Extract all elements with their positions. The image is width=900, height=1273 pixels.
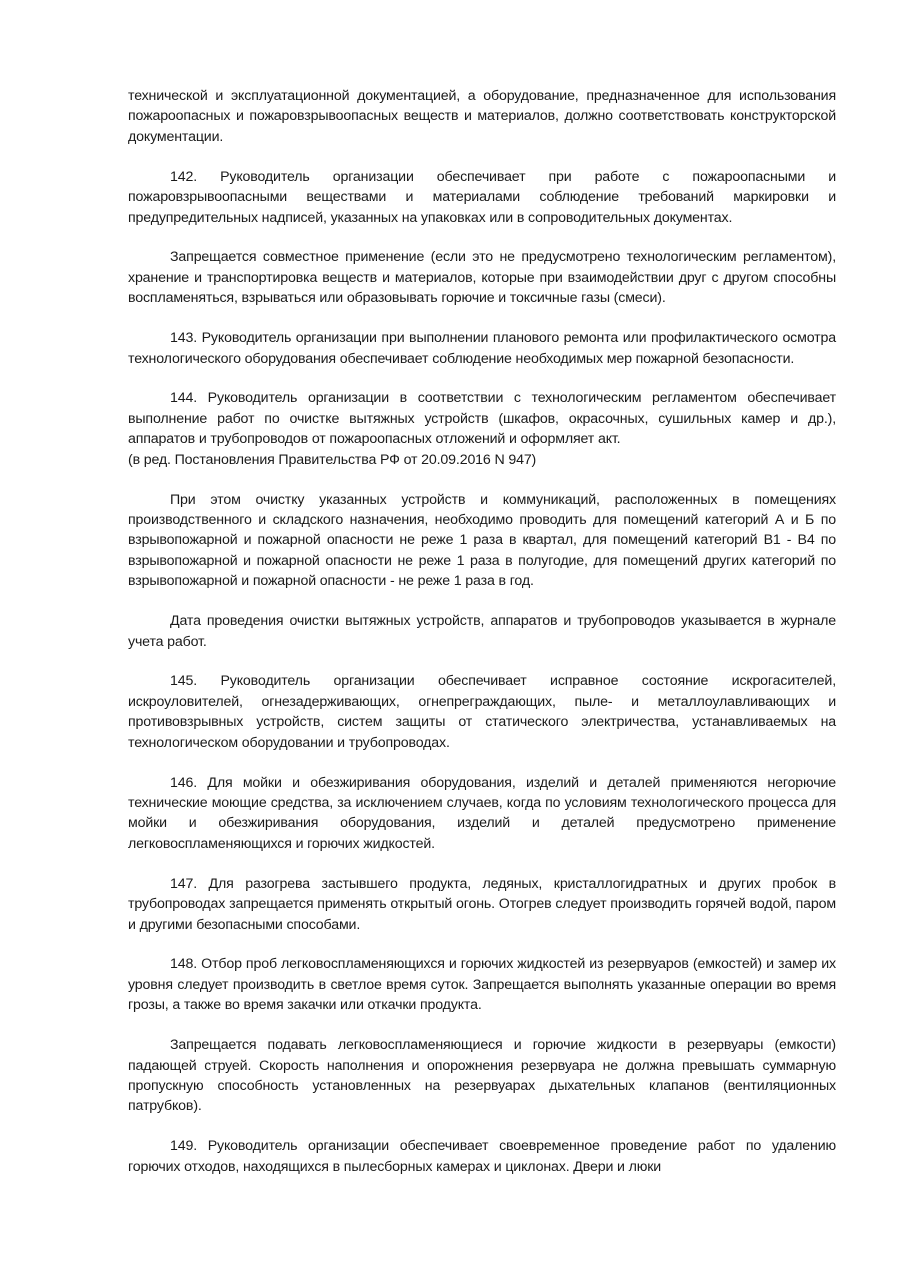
document-page bbox=[128, 86, 836, 1197]
paragraph-142-prohibition: Запрещается совместное применение (если это не предусмотрено технологическим регламентом), хранение и транспортировка веществ и материалов, которые при взаимодействии друг с другом способны воспламеняться, взрываться или образовывать горючие и токсичные газы (смеси). bbox=[128, 249, 836, 307]
paragraph-142: 142. Руководитель организации обеспечивает при работе с пожароопасными и пожаровзрывоопасными веществами и материалами соблюдение требований маркировки и предупредительных надписей, указанных на упаковках или в сопроводительных документах. bbox=[128, 168, 836, 226]
paragraph-144: 144. Руководитель организации в соответствии с технологическим регламентом обеспечивает выполнение работ по очистке вытяжных устройств (шкафов, окрасочных, сушильных камер и др.), аппаратов и трубопроводов от пожароопасных отложений и оформляет акт. bbox=[128, 390, 836, 448]
amendment-note-144: (в ред. Постановления Правительства РФ от 20.09.2016 N 947) bbox=[128, 451, 537, 468]
paragraph-149: 149. Руководитель организации обеспечивает своевременное проведение работ по удалению горючих отходов, находящихся в пылесборных камерах и циклонах. Двери и люки bbox=[128, 1138, 836, 1175]
paragraph-144-cleaning-frequency: При этом очистку указанных устройств и коммуникаций, расположенных в помещениях производственного и складского назначения, необходимо проводить для помещений категорий А и Б по взрывопожарной и пожарной опасности не реже 1 раза в квартал, для помещений категорий В1 - В4 по взрывопожарной и пожарной опасности не реже 1 раза в полугодие, для помещений других категорий по взрывопожарной и пожарной опасности - не реже 1 раза в год. bbox=[128, 491, 836, 590]
paragraph-147: 147. Для разогрева застывшего продукта, ледяных, кристаллогидратных и других пробок в трубопроводах запрещается применять открытый огонь. Отогрев следует производить горячей водой, паром и другими безопасными способами. bbox=[128, 875, 836, 933]
paragraph-146: 146. Для мойки и обезжиривания оборудования, изделий и деталей применяются негорючие технические моющие средства, за исключением случаев, когда по условиям технологического процесса для мойки и обезжиривания оборудования, изделий и деталей предусмотрено применение легковоспламеняющихся и горючих жидкостей. bbox=[128, 774, 836, 852]
paragraph-141-continuation: технической и эксплуатационной документацией, а оборудование, предназначенное для использования пожароопасных и пожаровзрывоопасных веществ и материалов, должно соответствовать конструкторской документации. bbox=[128, 88, 836, 145]
paragraph-145: 145. Руководитель организации обеспечивает исправное состояние искрогасителей, искроуловителей, огнезадерживающих, огнепреграждающих, пыле- и металлоулавливающих и противовзрывных устройств, систем защиты от статического электричества, устанавливаемых на технологическом оборудовании и трубопроводах. bbox=[128, 673, 836, 751]
paragraph-143: 143. Руководитель организации при выполнении планового ремонта или профилактического осмотра технологического оборудования обеспечивает соблюдение необходимых мер пожарной безопасности. bbox=[128, 330, 836, 367]
paragraph-148-filling: Запрещается подавать легковоспламеняющиеся и горючие жидкости в резервуары (емкости) падающей струей. Скорость наполнения и опорожнения резервуара не должна превышать суммарную пропускную способность установленных на резервуарах дыхательных клапанов (вентиляционных патрубков). bbox=[128, 1037, 836, 1115]
paragraph-148: 148. Отбор проб легковоспламеняющихся и горючих жидкостей из резервуаров (емкостей) и замер их уровня следует производить в светлое время суток. Запрещается выполнять указанные операции во время грозы, а также во время закачки или откачки продукта. bbox=[128, 956, 836, 1014]
paragraph-144-journal: Дата проведения очистки вытяжных устройств, аппаратов и трубопроводов указывается в журнале учета работ. bbox=[128, 613, 836, 650]
